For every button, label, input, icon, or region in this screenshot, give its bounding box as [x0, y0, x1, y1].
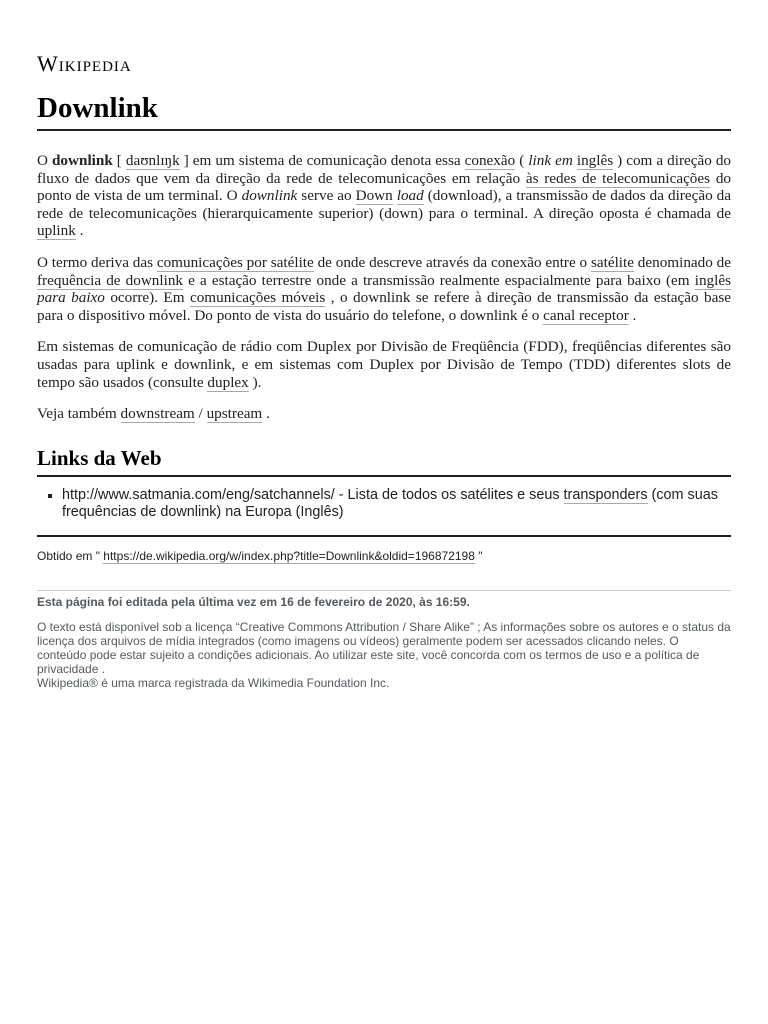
permanent-link[interactable]: https://de.wikipedia.org/w/index.php?title=Downlink&oldid=196872198: [103, 548, 475, 563]
trademark-text: Wikipedia® é uma marca registrada da Wikimedia Foundation Inc.: [37, 675, 390, 690]
text: (: [515, 152, 529, 169]
link-transponders[interactable]: transponders: [563, 486, 648, 503]
text: Em sistemas de comunicação de rádio com Duplex por Divisão de Freqüência (FDD), freqüências diferentes são usadas para uplink e downlink, e em sistemas com Duplex por Divisão de Tempo (TDD) diferentes slots de tempo são usados (consulte: [37, 338, 731, 391]
link-canal-receptor[interactable]: canal receptor: [543, 306, 629, 324]
paragraph-1: [37, 152, 731, 240]
text: e a estação terrestre onde a transmissão realmente espacialmente para baixo (em: [183, 271, 695, 289]
link-load[interactable]: [397, 187, 424, 205]
link-load-label: load: [396, 187, 424, 205]
list-item: [62, 487, 731, 521]
wikipedia-wordmark-logo[interactable]: Wikipedia: [37, 51, 132, 76]
article-body: [37, 152, 731, 423]
text: Obtido em ": [37, 548, 104, 563]
italic-text: para baixo: [37, 289, 105, 307]
page-title: Downlink: [37, 91, 731, 131]
ipa-link[interactable]: daʊnlɪŋk: [125, 152, 180, 169]
paragraph-4: [37, 405, 731, 423]
footer: [37, 590, 731, 690]
italic-text: downlink: [241, 187, 298, 205]
paragraph-2: [37, 254, 731, 324]
italic-text: link em: [528, 152, 573, 169]
link-comunicacoes-satelite[interactable]: comunicações por satélite: [156, 253, 314, 271]
text: ).: [248, 373, 262, 391]
license-text: O texto está disponível sob a licença “Creative Commons Attribution / Share Alike” ; As informações sobre os autores e o status da licença dos arquivos de mídia integrados (como imagens ou vídeos) geralmente podem ser acessados clicando neles. O conteúdo pode estar sujeito a condições adicionais. Ao utilizar este site, você concorda com os termos de uso e a política de privacidade .: [37, 619, 731, 676]
link-frequencia-downlink[interactable]: frequência de downlink: [37, 271, 184, 289]
text: ocorre). Em: [104, 289, 190, 307]
link-ingles[interactable]: inglês: [576, 152, 614, 169]
section-heading-links-web: Links da Web: [37, 445, 731, 477]
text: .: [75, 222, 84, 240]
link-ingles[interactable]: inglês: [694, 271, 731, 289]
text: do ponto de vista de um terminal. O: [37, 169, 732, 205]
text: , o downlink se refere à direção de transmissão da estação base para o dispositivo móvel. Do ponto de vista do usuário do telefone, o downlink é o: [37, 289, 731, 324]
license-notice: [37, 620, 731, 690]
link-downstream[interactable]: downstream: [120, 405, 195, 423]
text: [: [112, 152, 126, 169]
text: .: [628, 306, 637, 324]
text: ": [474, 548, 483, 563]
text: de onde descreve através da conexão entre o: [313, 253, 591, 271]
text: (download), a transmissão de dados da direção da rede de telecomunicações (hierarquicamente superior) (down) para o terminal. A direção oposta é chamada de: [37, 187, 731, 222]
text: ) com a direção do fluxo de dados que vem da direção da rede de telecomunicações em relação: [37, 152, 732, 187]
bullet-icon: [48, 494, 52, 498]
link-satelite[interactable]: satélite: [590, 253, 634, 271]
text: - Lista de todos os satélites e seus: [334, 486, 564, 503]
link-redes-telecomunicacoes[interactable]: às redes de telecomunicações: [525, 169, 711, 187]
text: denominado de: [633, 253, 732, 271]
text: serve ao: [297, 187, 356, 205]
text: (com suas frequências de downlink) na Europa (Inglês): [62, 486, 718, 520]
link-down[interactable]: Down: [355, 187, 393, 205]
text: .: [262, 405, 270, 423]
link-duplex[interactable]: duplex: [207, 373, 249, 391]
link-conexao[interactable]: conexão: [464, 152, 516, 169]
link-uplink[interactable]: uplink: [37, 222, 76, 240]
text: O termo deriva das: [37, 253, 157, 271]
last-edited-notice: Esta página foi editada pela última vez em 16 de fevereiro de 2020, às 16:59.: [37, 594, 470, 609]
text: O: [37, 152, 52, 169]
link-upstream[interactable]: upstream: [206, 405, 263, 423]
retrieved-from: [37, 549, 731, 564]
paragraph-3: [37, 338, 731, 391]
external-link-satmania[interactable]: http://www.satmania.com/eng/satchannels/: [62, 486, 335, 503]
text: /: [194, 405, 207, 423]
text: Veja também: [37, 405, 121, 423]
content: [37, 50, 731, 690]
link-comunicacoes-moveis[interactable]: comunicações móveis: [189, 289, 326, 307]
text: ] em um sistema de comunicação denota essa: [179, 152, 465, 169]
external-links-list: [37, 487, 731, 537]
bold-term: downlink: [51, 152, 113, 169]
